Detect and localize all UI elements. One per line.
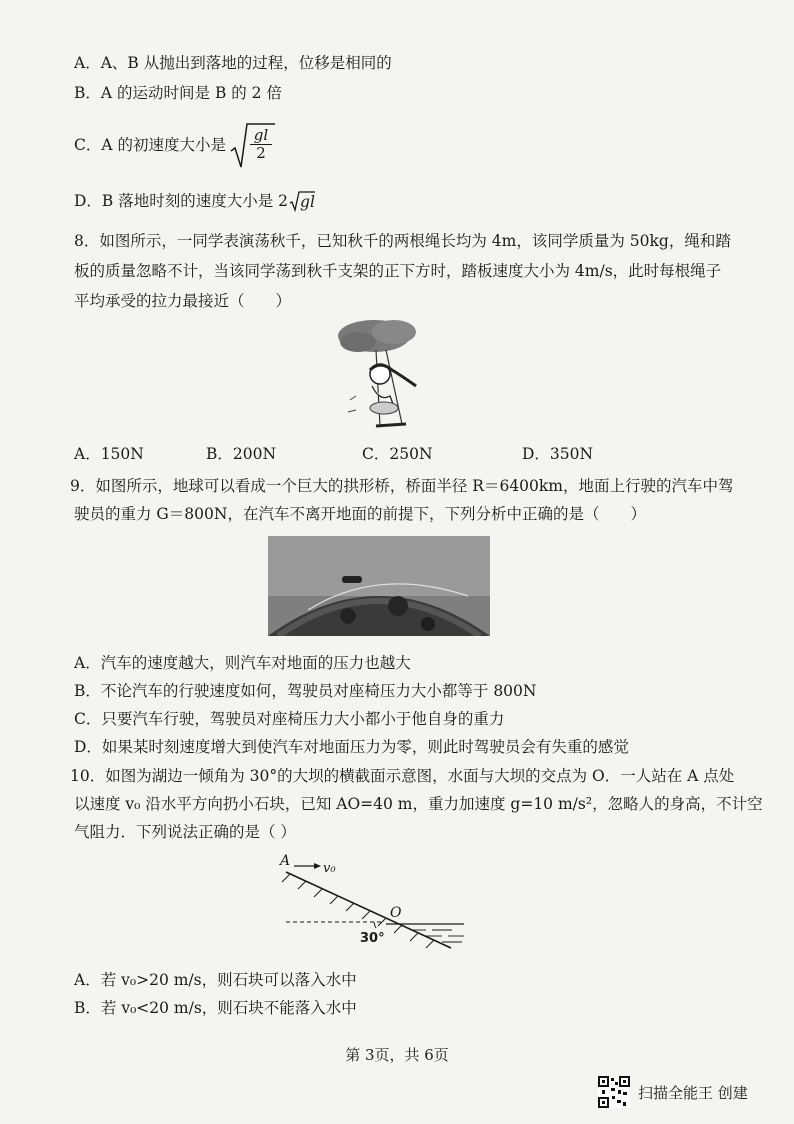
fraction <box>250 127 272 162</box>
q8-line-3: 平均承受的拉力最接近（ ） <box>74 292 292 310</box>
q7-option-d-text: D．B 落地时刻的速度大小是 2 <box>74 192 289 210</box>
q7-option-c <box>74 120 276 170</box>
q8-line-1: 8．如图所示，一同学表演荡秋千，已知秋千的两根绳长均为 4m，该同学质量为 50kg，绳和踏 <box>74 232 731 250</box>
q8-choice-b: B．200N <box>206 445 277 463</box>
label-v0: v₀ <box>323 861 336 876</box>
earth-bridge-photo <box>268 536 490 636</box>
q9-line-1: 9．如图所示，地球可以看成一个巨大的拱形桥，桥面半径 R＝6400km，地面上行驶的汽车中驾 <box>70 477 734 495</box>
q9-option-b: B．不论汽车的行驶速度如何，驾驶员对座椅压力大小都等于 800N <box>74 682 537 700</box>
label-angle-30: 30° <box>360 931 385 946</box>
swing-figure <box>336 316 446 442</box>
q9-option-c: C．只要汽车行驶，驾驶员对座椅压力大小都小于他自身的重力 <box>74 710 505 728</box>
label-point-o: O <box>390 905 402 921</box>
label-point-a: A <box>280 853 291 869</box>
q10-option-a: A．若 v₀>20 m/s，则石块可以落入水中 <box>74 971 357 989</box>
q9-line-2: 驶员的重力 G＝800N，在汽车不离开地面的前提下，下列分析中正确的是（ ） <box>74 505 646 523</box>
q8-answer-choices <box>74 442 674 466</box>
fraction-denominator: 2 <box>256 144 266 162</box>
radicand: gl <box>300 193 315 211</box>
qr-code-icon <box>598 1076 630 1108</box>
fraction-numerator: gl <box>253 126 269 144</box>
sqrt-gl <box>289 190 315 212</box>
q7-option-a: A．A、B 从抛出到落地的过程，位移是相同的 <box>74 54 392 72</box>
q10-option-b: B．若 v₀<20 m/s，则石块不能落入水中 <box>74 999 357 1017</box>
q8-choice-a: A．150N <box>74 445 144 463</box>
q9-option-d: D．如果某时刻速度增大到使汽车对地面压力为零，则此时驾驶员会有失重的感觉 <box>74 738 629 756</box>
dam-diagram <box>276 848 506 954</box>
q10-line-2: 以速度 v₀ 沿水平方向扔小石块，已知 AO=40 m，重力加速度 g=10 m/s²，忽略人的身高，不计空 <box>74 795 763 813</box>
q7-option-b: B．A 的运动时间是 B 的 2 倍 <box>74 84 282 102</box>
q10-line-1: 10．如图为湖边一倾角为 30°的大坝的横截面示意图，水面与大坝的交点为 O．一人站在 A 点处 <box>70 767 735 785</box>
q8-choice-d: D．350N <box>522 445 594 463</box>
scanner-text: 扫描全能王 创建 <box>638 1083 748 1102</box>
q8-choice-c: C．250N <box>362 445 433 463</box>
q7-option-c-text: C．A 的初速度大小是 <box>74 136 226 154</box>
page-number: 第 3页，共 6页 <box>345 1046 449 1064</box>
q8-line-2: 板的质量忽略不计，当该同学荡到秋千支架的正下方时，踏板速度大小为 4m/s，此时每根绳子 <box>74 262 722 280</box>
q10-line-3: 气阻力．下列说法正确的是（ ） <box>74 823 296 841</box>
scanner-watermark <box>598 1076 748 1108</box>
q7-option-d <box>74 190 315 212</box>
q9-option-a: A．汽车的速度越大，则汽车对地面的压力也越大 <box>74 654 411 672</box>
sqrt-formula <box>230 121 276 169</box>
